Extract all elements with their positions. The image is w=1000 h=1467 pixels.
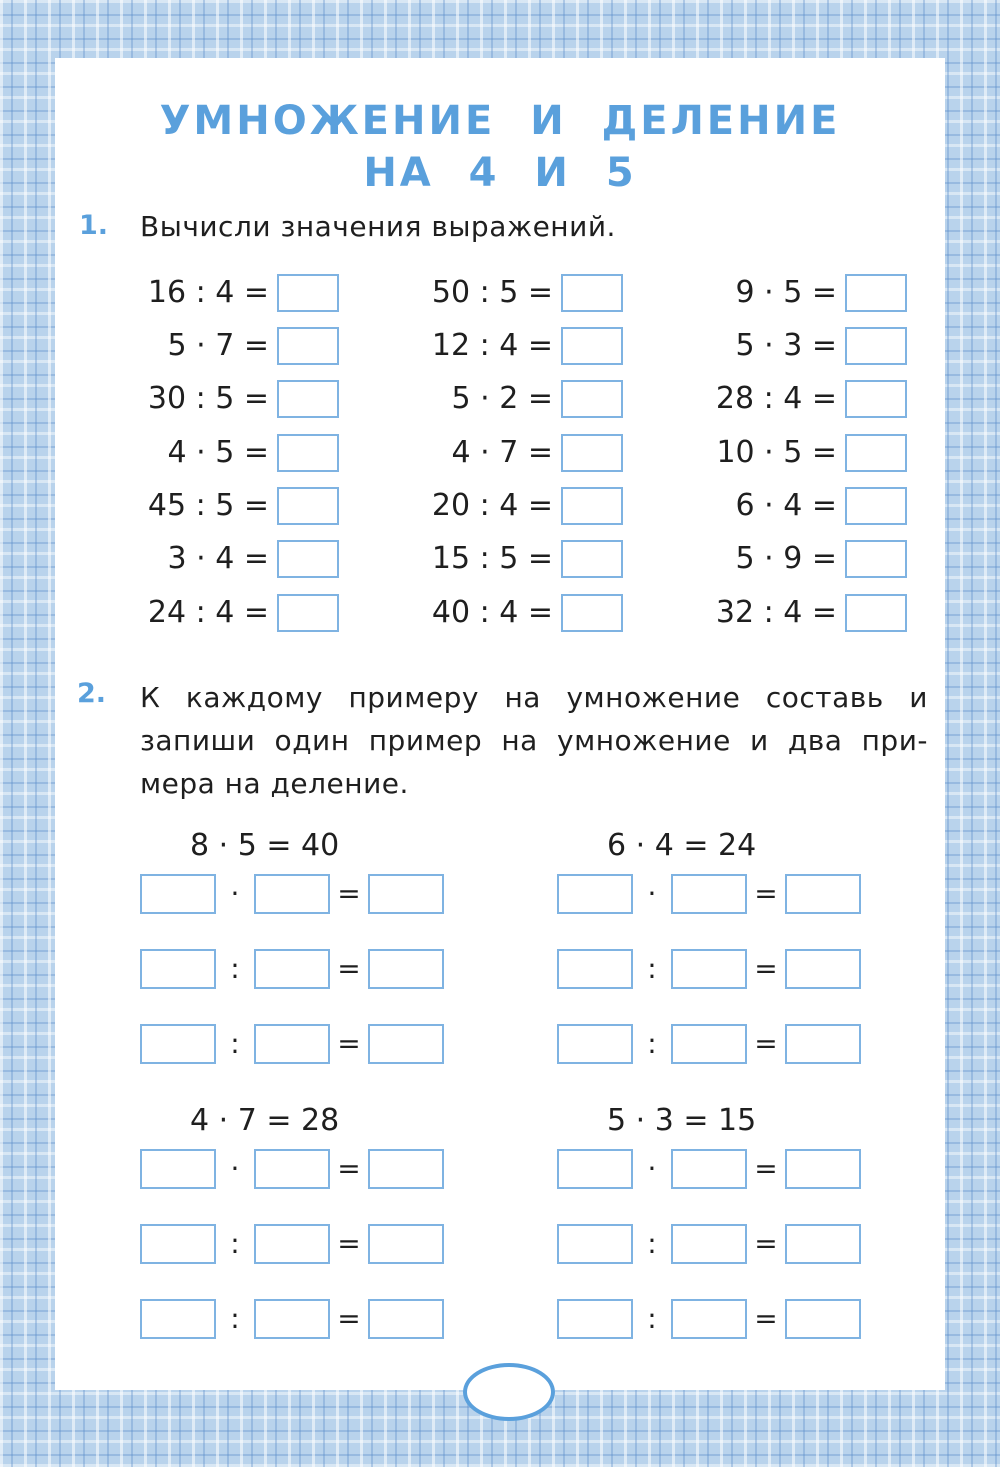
division-fill-row — [140, 1299, 450, 1339]
page-number-oval — [463, 1363, 555, 1421]
task-2-line-2: запиши один пример на умножение и два при- — [140, 724, 928, 757]
answer-box[interactable] — [277, 274, 339, 312]
equals-sign: = — [337, 1227, 361, 1260]
equals-sign: = — [754, 1152, 778, 1185]
expression-text: 20 : 4 = — [431, 488, 553, 523]
equals-sign: = — [754, 1027, 778, 1060]
task-1-number: 1. — [79, 210, 109, 241]
answer-box[interactable] — [561, 540, 623, 578]
multiply-sign: · — [230, 877, 240, 910]
result-box[interactable] — [368, 1224, 444, 1264]
result-box[interactable] — [785, 1149, 861, 1189]
answer-box[interactable] — [277, 594, 339, 632]
operand-box-1[interactable] — [140, 1224, 216, 1264]
division-fill-row — [557, 1024, 867, 1064]
operand-box-1[interactable] — [557, 949, 633, 989]
expression-text: 28 : 4 = — [715, 381, 837, 416]
expression-text: 10 · 5 = — [716, 435, 837, 470]
operand-box-2[interactable] — [254, 874, 330, 914]
answer-box[interactable] — [561, 380, 623, 418]
answer-box[interactable] — [277, 327, 339, 365]
expression-row — [79, 594, 339, 632]
result-box[interactable] — [368, 1299, 444, 1339]
operand-box-1[interactable] — [140, 1024, 216, 1064]
expression-row — [79, 274, 339, 312]
answer-box[interactable] — [845, 327, 907, 365]
multiplication-fill-row — [557, 1149, 867, 1189]
expression-text: 4 · 7 = — [451, 435, 553, 470]
answer-box[interactable] — [277, 380, 339, 418]
expression-text: 12 : 4 = — [431, 328, 553, 363]
operand-box-2[interactable] — [671, 1024, 747, 1064]
task-2-line-3: мера на деление. — [140, 767, 409, 800]
result-box[interactable] — [368, 949, 444, 989]
expression-text: 5 · 3 = — [735, 328, 837, 363]
expression-row — [647, 594, 907, 632]
expression-text: 45 : 5 = — [147, 488, 269, 523]
divide-sign: : — [230, 1227, 240, 1260]
answer-box[interactable] — [561, 274, 623, 312]
operand-box-2[interactable] — [671, 1149, 747, 1189]
expression-row — [363, 327, 623, 365]
operand-box-1[interactable] — [557, 1224, 633, 1264]
task-2-line-1: К каждому примеру на умножение составь и — [140, 681, 928, 714]
expression-row — [647, 434, 907, 472]
expression-row — [647, 327, 907, 365]
expression-row — [79, 434, 339, 472]
expression-text: 5 · 2 = — [451, 381, 553, 416]
operand-box-1[interactable] — [140, 1149, 216, 1189]
divide-sign: : — [230, 1027, 240, 1060]
operand-box-2[interactable] — [254, 1224, 330, 1264]
multiply-sign: · — [647, 877, 657, 910]
answer-box[interactable] — [561, 434, 623, 472]
operand-box-2[interactable] — [671, 874, 747, 914]
equals-sign: = — [337, 952, 361, 985]
expression-row — [79, 380, 339, 418]
multiplication-fill-row — [140, 1149, 450, 1189]
answer-box[interactable] — [845, 434, 907, 472]
expression-text: 5 · 9 = — [735, 541, 837, 576]
expression-text: 30 : 5 = — [147, 381, 269, 416]
expression-text: 24 : 4 = — [147, 595, 269, 630]
equals-sign: = — [337, 1152, 361, 1185]
answer-box[interactable] — [561, 594, 623, 632]
equals-sign: = — [754, 1227, 778, 1260]
expression-row — [647, 487, 907, 525]
multiplication-fill-row — [557, 874, 867, 914]
operand-box-2[interactable] — [254, 1149, 330, 1189]
division-fill-row — [557, 1299, 867, 1339]
task-1-instruction: Вычисли значения выражений. — [140, 210, 616, 243]
answer-box[interactable] — [561, 327, 623, 365]
operand-box-1[interactable] — [557, 874, 633, 914]
operand-box-2[interactable] — [671, 1299, 747, 1339]
expression-text: 50 : 5 = — [431, 275, 553, 310]
operand-box-2[interactable] — [671, 1224, 747, 1264]
operand-box-2[interactable] — [671, 949, 747, 989]
answer-box[interactable] — [277, 434, 339, 472]
operand-box-1[interactable] — [140, 874, 216, 914]
operand-box-2[interactable] — [254, 1299, 330, 1339]
operand-box-2[interactable] — [254, 1024, 330, 1064]
expression-text: 16 : 4 = — [147, 275, 269, 310]
result-box[interactable] — [368, 874, 444, 914]
result-box[interactable] — [785, 1224, 861, 1264]
given-example: 6 · 4 = 24 — [607, 828, 757, 863]
task-2-number: 2. — [77, 678, 107, 709]
operand-box-2[interactable] — [254, 949, 330, 989]
result-box[interactable] — [785, 874, 861, 914]
answer-box[interactable] — [845, 540, 907, 578]
divide-sign: : — [647, 952, 657, 985]
answer-box[interactable] — [277, 487, 339, 525]
expression-text: 9 · 5 = — [735, 275, 837, 310]
answer-box[interactable] — [845, 274, 907, 312]
result-box[interactable] — [368, 1149, 444, 1189]
operand-box-1[interactable] — [557, 1149, 633, 1189]
operand-box-1[interactable] — [140, 1299, 216, 1339]
result-box[interactable] — [368, 1024, 444, 1064]
answer-box[interactable] — [845, 380, 907, 418]
expression-row — [363, 487, 623, 525]
expression-row — [363, 540, 623, 578]
operand-box-1[interactable] — [557, 1024, 633, 1064]
expression-text: 3 · 4 = — [167, 541, 269, 576]
page-title-line-1: УМНОЖЕНИЕ И ДЕЛЕНИЕ — [159, 98, 841, 144]
worksheet-page — [55, 58, 945, 1390]
expression-row — [363, 274, 623, 312]
division-fill-row — [140, 1224, 450, 1264]
equals-sign: = — [754, 1302, 778, 1335]
expression-text: 6 · 4 = — [735, 488, 837, 523]
expression-row — [79, 487, 339, 525]
multiply-sign: · — [230, 1152, 240, 1185]
division-fill-row — [140, 1024, 450, 1064]
divide-sign: : — [647, 1227, 657, 1260]
equals-sign: = — [337, 1027, 361, 1060]
given-example: 5 · 3 = 15 — [607, 1103, 757, 1138]
equals-sign: = — [337, 877, 361, 910]
expression-row — [363, 594, 623, 632]
divide-sign: : — [647, 1302, 657, 1335]
given-example: 4 · 7 = 28 — [190, 1103, 340, 1138]
expression-row — [363, 380, 623, 418]
equals-sign: = — [337, 1302, 361, 1335]
operand-box-1[interactable] — [557, 1299, 633, 1339]
expression-text: 5 · 7 = — [167, 328, 269, 363]
result-box[interactable] — [785, 1024, 861, 1064]
divide-sign: : — [230, 952, 240, 985]
divide-sign: : — [647, 1027, 657, 1060]
equals-sign: = — [754, 877, 778, 910]
division-fill-row — [557, 949, 867, 989]
task-2-instruction — [140, 676, 928, 805]
answer-box[interactable] — [561, 487, 623, 525]
division-fill-row — [557, 1224, 867, 1264]
expression-text: 32 : 4 = — [715, 595, 837, 630]
expression-text: 40 : 4 = — [431, 595, 553, 630]
answer-box[interactable] — [845, 594, 907, 632]
result-box[interactable] — [785, 1299, 861, 1339]
given-example: 8 · 5 = 40 — [190, 828, 340, 863]
page-title-line-2: НА 4 И 5 — [363, 150, 637, 196]
multiply-sign: · — [647, 1152, 657, 1185]
expression-text: 15 : 5 = — [431, 541, 553, 576]
result-box[interactable] — [785, 949, 861, 989]
expression-row — [647, 274, 907, 312]
equals-sign: = — [754, 952, 778, 985]
expression-row — [363, 434, 623, 472]
expression-row — [647, 380, 907, 418]
expression-row — [647, 540, 907, 578]
expression-row — [79, 327, 339, 365]
division-fill-row — [140, 949, 450, 989]
answer-box[interactable] — [845, 487, 907, 525]
operand-box-1[interactable] — [140, 949, 216, 989]
answer-box[interactable] — [277, 540, 339, 578]
expression-row — [79, 540, 339, 578]
multiplication-fill-row — [140, 874, 450, 914]
expression-text: 4 · 5 = — [167, 435, 269, 470]
divide-sign: : — [230, 1302, 240, 1335]
